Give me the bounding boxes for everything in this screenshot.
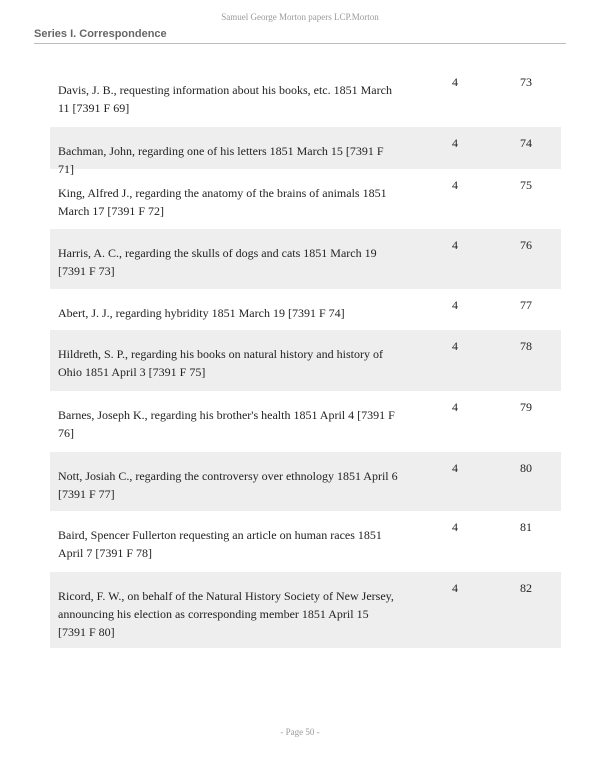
list-item — [50, 289, 561, 330]
folder-number: 76 — [520, 238, 532, 252]
list-item — [50, 229, 561, 289]
box-number: 4 — [452, 75, 458, 89]
list-item — [50, 127, 561, 176]
folder-number: 75 — [520, 178, 532, 192]
item-description: Hildreth, S. P., regarding his books on natural history and history of Ohio 1851 April 3 [7391 F 75] — [58, 347, 383, 379]
item-description: Nott, Josiah C., regarding the controversy over ethnology 1851 April 6 [7391 F 77] — [58, 469, 398, 501]
folder-number: 81 — [520, 520, 532, 534]
list-item — [50, 169, 561, 229]
item-description: Baird, Spencer Fullerton requesting an article on human races 1851 April 7 [7391 F 78] — [58, 528, 382, 560]
item-description: Ricord, F. W., on behalf of the Natural History Society of New Jersey, announcing his election as corresponding member 1851 April 15 [7391 F 80] — [58, 589, 394, 639]
folder-number: 74 — [520, 136, 532, 150]
item-description: King, Alfred J., regarding the anatomy of the brains of animals 1851 March 17 [7391 F 72] — [58, 186, 387, 218]
folder-number: 82 — [520, 581, 532, 595]
correspondence-list — [50, 66, 561, 648]
box-number: 4 — [452, 581, 458, 595]
list-item — [50, 330, 561, 391]
folder-number: 80 — [520, 461, 532, 475]
folder-number: 79 — [520, 400, 532, 414]
box-number: 4 — [452, 298, 458, 312]
series-heading: Series I. Correspondence — [34, 28, 566, 44]
item-description: Harris, A. C., regarding the skulls of dogs and cats 1851 March 19 [7391 F 73] — [58, 246, 377, 278]
list-item — [50, 572, 561, 648]
box-number: 4 — [452, 461, 458, 475]
item-description: Bachman, John, regarding one of his letters 1851 March 15 [7391 F 71] — [58, 144, 384, 176]
list-item — [50, 66, 561, 127]
list-item — [50, 511, 561, 572]
folder-number: 77 — [520, 298, 532, 312]
item-description: Barnes, Joseph K., regarding his brother's health 1851 April 4 [7391 F 76] — [58, 408, 395, 440]
box-number: 4 — [452, 339, 458, 353]
folder-number: 73 — [520, 75, 532, 89]
page-footer: - Page 50 - — [280, 727, 320, 737]
box-number: 4 — [452, 178, 458, 192]
item-description: Abert, J. J., regarding hybridity 1851 March 19 [7391 F 74] — [58, 306, 345, 320]
box-number: 4 — [452, 400, 458, 414]
box-number: 4 — [452, 136, 458, 150]
running-header: Samuel George Morton papers LCP.Morton — [221, 12, 379, 22]
list-item — [50, 452, 561, 511]
list-item — [50, 391, 561, 452]
box-number: 4 — [452, 520, 458, 534]
box-number: 4 — [452, 238, 458, 252]
item-description: Davis, J. B., requesting information about his books, etc. 1851 March 11 [7391 F 69] — [58, 83, 392, 115]
folder-number: 78 — [520, 339, 532, 353]
